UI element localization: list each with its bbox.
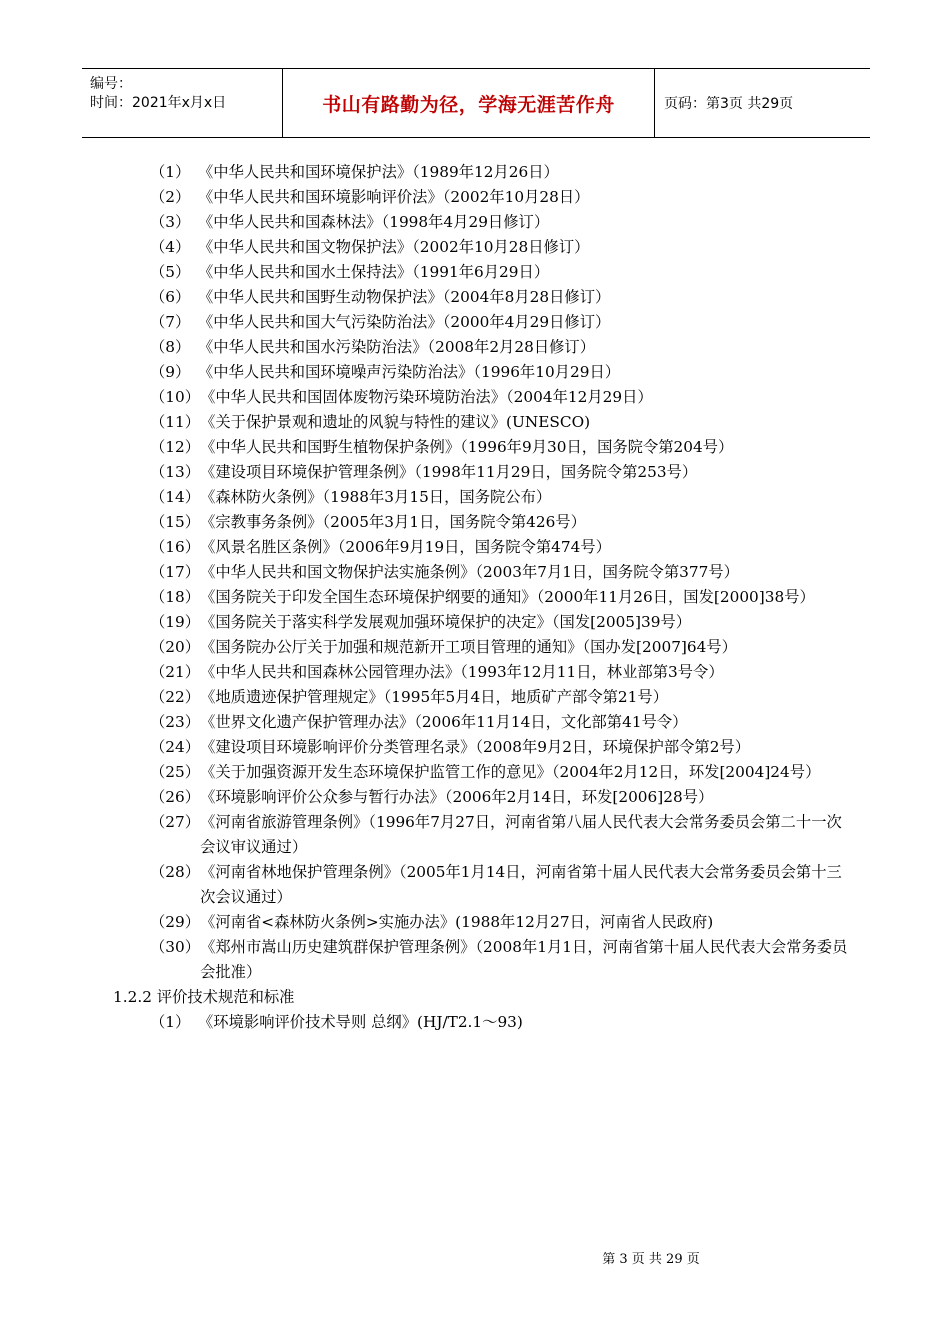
list-item-text: 《中华人民共和国森林法》（1998年4月29日修订） [198, 213, 550, 231]
list-item [150, 810, 850, 860]
list-item-text: 《郑州市嵩山历史建筑群保护管理条例》（2008年1月1日，河南省第十届人民代表大会常务委员会批准） [200, 938, 848, 981]
list-item-number: （20） [150, 638, 201, 656]
header-page-info: 页码：第3页 共29页 [664, 96, 794, 112]
list-item-text: 《环境影响评价公众参与暂行办法》（2006年2月14日，环发[2006]28号） [200, 788, 714, 806]
list-item-number: （18） [150, 588, 201, 606]
list-item [150, 460, 850, 485]
list-item [150, 660, 850, 685]
list-item [150, 560, 850, 585]
list-item [150, 860, 850, 910]
list-item [150, 610, 850, 635]
list-item-text: 《世界文化遗产保护管理办法》（2006年11月14日，文化部第41号令） [200, 713, 688, 731]
list-item [150, 210, 850, 235]
list-item [150, 185, 850, 210]
list-item [150, 710, 850, 735]
list-item [150, 310, 850, 335]
list-item-text: 《中华人民共和国环境噪声污染防治法》（1996年10月29日） [198, 363, 621, 381]
list-item-text: 《宗教事务条例》（2005年3月1日，国务院令第426号） [200, 513, 586, 531]
list-item-text: 《中华人民共和国野生植物保护条例》（1996年9月30日，国务院令第204号） [200, 438, 734, 456]
list-item-number: （27） [150, 813, 201, 831]
list-item-number: （12） [150, 438, 201, 456]
list-item [150, 1010, 850, 1035]
document-number-label: 编号： [90, 76, 132, 92]
page-footer [0, 1248, 950, 1267]
list-item-number: （30） [150, 938, 201, 956]
list-item-text: 《中华人民共和国野生动物保护法》（2004年8月28日修订） [198, 288, 611, 306]
list-item-text: 《国务院关于落实科学发展观加强环境保护的决定》（国发[2005]39号） [200, 613, 692, 631]
list-item-number: （23） [150, 713, 201, 731]
list-item-number: （26） [150, 788, 201, 806]
list-item-number: （16） [150, 538, 201, 556]
list-item [150, 760, 850, 785]
list-item-number: （6） [150, 288, 191, 306]
list-item [150, 685, 850, 710]
list-item-text: 《中华人民共和国水污染防治法》（2008年2月28日修订） [198, 338, 596, 356]
list-item [150, 910, 850, 935]
list-item [150, 160, 850, 185]
list-item-text: 《中华人民共和国环境保护法》（1989年12月26日） [198, 163, 559, 181]
list-item-number: （29） [150, 913, 201, 931]
list-item-text: 《中华人民共和国文物保护法实施条例》（2003年7月1日，国务院令第377号） [200, 563, 739, 581]
list-item [150, 335, 850, 360]
list-item-text: 《森林防火条例》（1988年3月15日，国务院公布） [200, 488, 552, 506]
list-item [150, 410, 850, 435]
list-item [150, 735, 850, 760]
list-item-text: 《中华人民共和国文物保护法》（2002年10月28日修订） [198, 238, 590, 256]
list-item-number: （21） [150, 663, 201, 681]
list-item-text: 《河南省<森林防火条例>实施办法》(1988年12月27日，河南省人民政府) [200, 913, 714, 931]
list-item-text: 《中华人民共和国水土保持法》（1991年6月29日） [198, 263, 550, 281]
list-item-text: 《建设项目环境影响评价分类管理名录》（2008年9月2日，环境保护部令第2号） [200, 738, 751, 756]
list-item-text: 《国务院关于印发全国生态环境保护纲要的通知》（2000年11月26日，国发[2000]38号） [200, 588, 815, 606]
list-item-number: （1） [150, 163, 191, 181]
list-item-number: （3） [150, 213, 191, 231]
regulations-list [150, 160, 850, 985]
list-item-number: （22） [150, 688, 201, 706]
page-header [82, 68, 870, 138]
list-item-number: （1） [150, 1013, 191, 1031]
list-item-text: 《中华人民共和国森林公园管理办法》（1993年12月11日，林业部第3号令） [200, 663, 724, 681]
list-item-text: 《中华人民共和国固体废物污染环境防治法》（2004年12月29日） [200, 388, 653, 406]
list-item-number: （5） [150, 263, 191, 281]
list-item-number: （14） [150, 488, 201, 506]
list-item-number: （11） [150, 413, 201, 431]
header-meta-cell [82, 69, 283, 137]
list-item-number: （13） [150, 463, 201, 481]
list-item [150, 260, 850, 285]
list-item [150, 385, 850, 410]
document-time-label: 时间：2021年x月x日 [90, 95, 227, 111]
standards-list [150, 1010, 850, 1035]
footer-page-number: 第 3 页 共 29 页 [602, 1252, 700, 1267]
list-item-number: （8） [150, 338, 191, 356]
list-item [150, 285, 850, 310]
list-item-text: 《地质遗迹保护管理规定》（1995年5月4日，地质矿产部令第21号） [200, 688, 668, 706]
header-motto-cell [283, 69, 655, 137]
list-item [150, 485, 850, 510]
list-item [150, 785, 850, 810]
list-item-number: （24） [150, 738, 201, 756]
list-item-text: 《关于保护景观和遗址的风貌与特性的建议》(UNESCO) [200, 413, 591, 431]
list-item-number: （7） [150, 313, 191, 331]
list-item-text: 《建设项目环境保护管理条例》（1998年11月29日，国务院令第253号） [200, 463, 698, 481]
list-item-text: 《关于加强资源开发生态环境保护监管工作的意见》（2004年2月12日，环发[2004]24号） [200, 763, 821, 781]
list-item-number: （4） [150, 238, 191, 256]
list-item-number: （19） [150, 613, 201, 631]
list-item-number: （17） [150, 563, 201, 581]
list-item [150, 935, 850, 985]
list-item [150, 510, 850, 535]
list-item-text: 《河南省旅游管理条例》（1996年7月27日，河南省第八届人民代表大会常务委员会第二十一次会议审议通过） [200, 813, 842, 856]
section-heading: 1.2.2 评价技术规范和标准 [113, 988, 295, 1006]
list-item-text: 《国务院办公厅关于加强和规范新开工项目管理的通知》（国办发[2007]64号） [200, 638, 737, 656]
list-item-number: （2） [150, 188, 191, 206]
list-item [150, 535, 850, 560]
list-item-text: 《环境影响评价技术导则 总纲》(HJ/T2.1～93) [198, 1013, 523, 1031]
list-item-number: （15） [150, 513, 201, 531]
list-item-text: 《河南省林地保护管理条例》（2005年1月14日，河南省第十届人民代表大会常务委员会第十三次会议通过） [200, 863, 842, 906]
list-item [150, 360, 850, 385]
list-item-number: （28） [150, 863, 201, 881]
list-item-number: （9） [150, 363, 191, 381]
document-body [113, 160, 850, 1035]
list-item [150, 635, 850, 660]
list-item [150, 235, 850, 260]
list-item-text: 《风景名胜区条例》（2006年9月19日，国务院令第474号） [200, 538, 611, 556]
list-item-text: 《中华人民共和国环境影响评价法》（2002年10月28日） [198, 188, 590, 206]
list-item-number: （25） [150, 763, 201, 781]
list-item [150, 585, 850, 610]
list-item [150, 435, 850, 460]
list-item-text: 《中华人民共和国大气污染防治法》（2000年4月29日修订） [198, 313, 611, 331]
header-motto: 书山有路勤为径，学海无涯苦作舟 [322, 93, 615, 116]
list-item-number: （10） [150, 388, 201, 406]
